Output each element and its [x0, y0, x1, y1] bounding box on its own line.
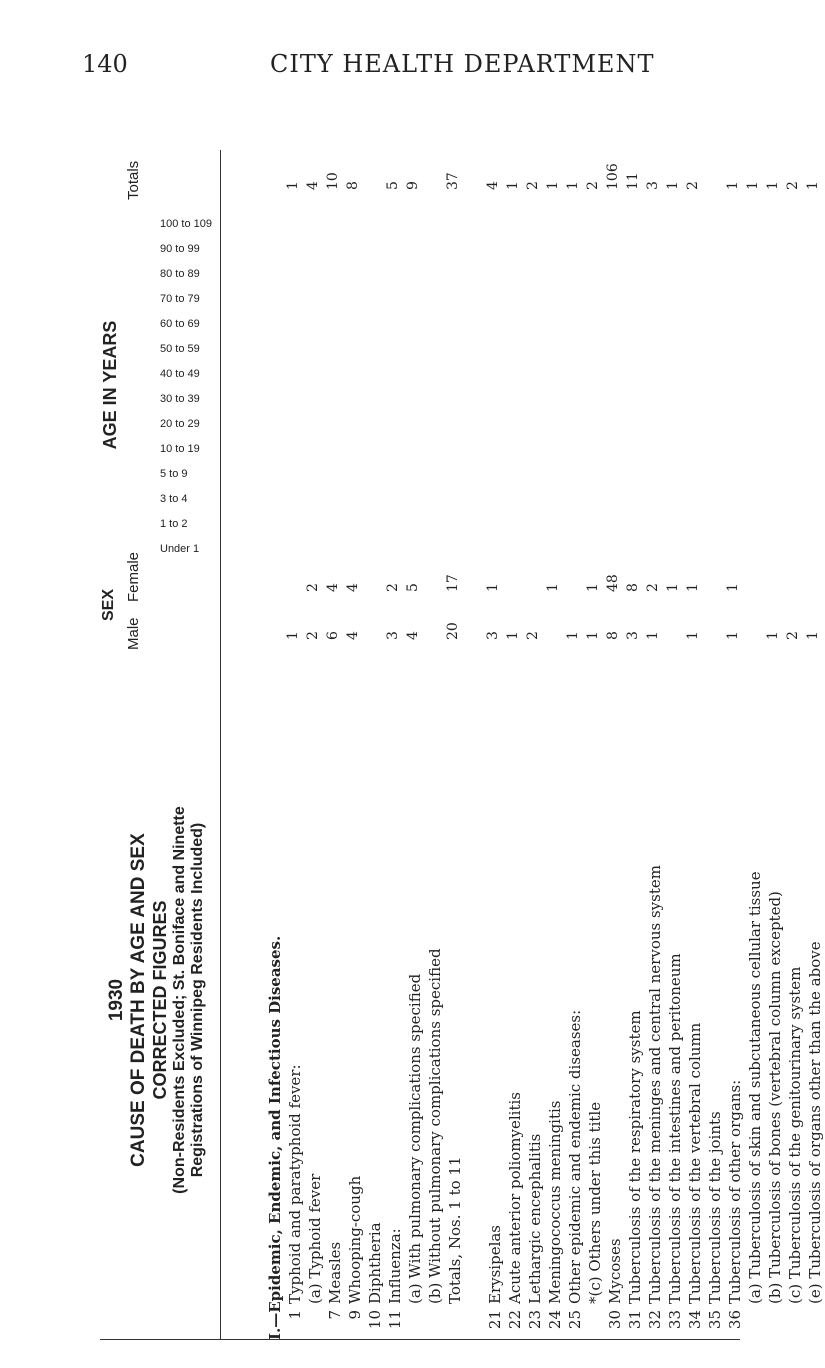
row-number: 1: [286, 1310, 304, 1320]
total-count: 1: [725, 181, 741, 190]
table-title: CAUSE OF DEATH BY AGE AND SEX: [128, 833, 149, 1167]
cause-label: (b) Tuberculosis of bones (vertebral column excepted): [766, 891, 784, 1304]
row-number: 9: [346, 1310, 364, 1320]
table-row: [365, 865, 385, 1340]
male-count: 2: [305, 631, 321, 640]
row-number: 36: [726, 1310, 744, 1330]
row-number: 25: [566, 1310, 584, 1330]
cause-label: Acute anterior poliomyelitis: [506, 1092, 524, 1304]
table-row: [685, 865, 705, 1340]
cause-label: Lethargic encephalitis: [526, 1133, 544, 1304]
table-row: [405, 865, 425, 1340]
female-count: 48: [605, 574, 621, 592]
male-count: 1: [765, 631, 781, 640]
row-number: 34: [686, 1310, 704, 1330]
table-row: [785, 865, 805, 1340]
table-row: [625, 865, 645, 1340]
female-count: 4: [325, 583, 341, 592]
cause-label: Typhoid and paratyphoid fever:: [286, 1064, 304, 1304]
female-count: 8: [625, 583, 641, 592]
row-number: 35: [706, 1310, 724, 1330]
female-count: 2: [385, 583, 401, 592]
female-count: 5: [405, 583, 421, 592]
total-count: 106: [605, 163, 621, 190]
cause-list: [265, 865, 825, 1340]
male-count: 3: [625, 631, 641, 640]
table-subtitle: CORRECTED FIGURES: [150, 900, 170, 1100]
table-row: [725, 865, 745, 1340]
table-row: [305, 865, 325, 1340]
row-number: 23: [526, 1310, 544, 1330]
table-row: [745, 865, 765, 1340]
cause-label: (b) Without pulmonary complications specified: [426, 948, 444, 1304]
row-number: 22: [506, 1310, 524, 1330]
female-count: 1: [545, 583, 561, 592]
female-count: 2: [645, 583, 661, 592]
table-row: [345, 865, 365, 1340]
age-group-header: 10 to 19: [160, 443, 200, 455]
total-count: 3: [645, 181, 661, 190]
page-title: CITY HEALTH DEPARTMENT: [270, 50, 655, 78]
female-count: 1: [485, 583, 501, 592]
row-number: 21: [486, 1310, 504, 1330]
female-count: 2: [305, 583, 321, 592]
cause-label: Tuberculosis of the joints: [706, 1111, 724, 1304]
total-count: 2: [525, 181, 541, 190]
table-row: [325, 865, 345, 1340]
cause-label: Erysipelas: [486, 1224, 504, 1304]
cause-label: Other epidemic and endemic diseases:: [566, 1009, 584, 1304]
table-row: [505, 865, 525, 1340]
male-count: 1: [285, 631, 301, 640]
male-count: 1: [685, 631, 701, 640]
total-count: 8: [345, 181, 361, 190]
female-count: 1: [725, 583, 741, 592]
total-count: 2: [685, 181, 701, 190]
total-count: 1: [285, 181, 301, 190]
male-count: 20: [445, 622, 461, 640]
male-count: 1: [805, 631, 821, 640]
total-count: 4: [305, 181, 321, 190]
row-number: 32: [646, 1310, 664, 1330]
total-count: 1: [745, 181, 761, 190]
table-row: [765, 865, 785, 1340]
table-note-2: Registrations of Winnipeg Residents Included): [189, 822, 206, 1178]
cause-label: Tuberculosis of the respiratory system: [626, 1010, 644, 1304]
cause-label: (a) Typhoid fever: [306, 1173, 324, 1304]
age-group-header: 100 to 109: [160, 218, 212, 230]
female-count: 1: [585, 583, 601, 592]
sex-header: SEX: [100, 589, 117, 622]
table-row: [605, 865, 625, 1340]
total-count: 2: [785, 181, 801, 190]
age-group-header: 1 to 2: [160, 518, 188, 530]
totals-header: Totals: [125, 160, 142, 200]
rotated-table: [100, 150, 824, 1340]
age-group-header: 70 to 79: [160, 293, 200, 305]
age-group-header: 30 to 39: [160, 393, 200, 405]
rule: [220, 150, 221, 1340]
cause-label: Tuberculosis of other organs:: [726, 1079, 744, 1304]
cause-label: (a) Tuberculosis of skin and subcutaneous cellular tissue: [746, 871, 764, 1304]
row-number: 31: [626, 1310, 644, 1330]
table-row: [285, 865, 305, 1340]
total-count: 5: [385, 181, 401, 190]
row-number: 11: [386, 1310, 404, 1330]
male-count: 4: [345, 631, 361, 640]
age-group-header: 40 to 49: [160, 368, 200, 380]
cause-label: Mycoses: [606, 1238, 624, 1304]
age-group-header: 60 to 69: [160, 318, 200, 330]
table-row: [705, 865, 725, 1340]
male-header: Male: [125, 617, 142, 650]
table-row: [425, 865, 445, 1340]
total-count: 1: [565, 181, 581, 190]
cause-label: (a) With pulmonary complications specified: [406, 973, 424, 1304]
age-group-header: 3 to 4: [160, 493, 188, 505]
total-count: 11: [625, 172, 641, 190]
male-count: 6: [325, 631, 341, 640]
table-row: [805, 865, 825, 1340]
running-header: [0, 0, 800, 90]
cause-label: Whooping-cough: [346, 1175, 364, 1304]
male-count: 1: [565, 631, 581, 640]
cause-label: Diphtheria: [366, 1222, 384, 1304]
age-group-header: 5 to 9: [160, 468, 188, 480]
female-count: 1: [685, 583, 701, 592]
table-row: [665, 865, 685, 1340]
table-row: [485, 865, 505, 1340]
table-row: [385, 865, 405, 1340]
cause-label: Meningococcus meningitis: [546, 1100, 564, 1304]
table-row: [445, 865, 465, 1340]
total-count: 1: [805, 181, 821, 190]
male-count: 1: [585, 631, 601, 640]
row-number: 30: [606, 1310, 624, 1330]
cause-label: *(c) Others under this title: [586, 1101, 604, 1304]
age-group-header: Under 1: [160, 543, 200, 555]
total-count: 9: [405, 181, 421, 190]
cause-label: Measles: [326, 1241, 344, 1304]
total-count: 4: [485, 181, 501, 190]
table-caption: [100, 680, 207, 1320]
cause-label: Totals, Nos. 1 to 11: [446, 1156, 464, 1304]
male-count: 2: [785, 631, 801, 640]
table-row: [545, 865, 565, 1340]
row-number: 24: [546, 1310, 564, 1330]
total-count: 2: [585, 181, 601, 190]
age-group-header: 20 to 29: [160, 418, 200, 430]
table-row: [525, 865, 545, 1340]
age-group-header: 50 to 59: [160, 343, 200, 355]
male-count: 1: [725, 631, 741, 640]
cause-label: Tuberculosis of the vertebral column: [686, 1022, 704, 1304]
male-count: 3: [485, 631, 501, 640]
cause-label: (e) Tuberculosis of organs other than the above: [806, 941, 824, 1304]
section-heading: I.—Epidemic, Endemic, and Infectious Diseases.: [266, 935, 284, 1340]
male-count: 4: [405, 631, 421, 640]
male-count: 1: [645, 631, 661, 640]
table-note-1: (Non-Residents Excluded; St. Boniface and Ninette: [171, 806, 188, 1194]
female-count: 17: [445, 574, 461, 592]
male-count: 8: [605, 631, 621, 640]
total-count: 1: [545, 181, 561, 190]
male-count: 3: [385, 631, 401, 640]
total-count: 37: [445, 172, 461, 190]
age-group-header: 90 to 99: [160, 243, 200, 255]
age-header: AGE IN YEARS: [100, 320, 120, 450]
female-header: Female: [125, 551, 142, 602]
female-count: 4: [345, 583, 361, 592]
male-count: 1: [505, 631, 521, 640]
total-count: 1: [505, 181, 521, 190]
total-count: 1: [765, 181, 781, 190]
cause-label: Tuberculosis of the intestines and peritoneum: [666, 953, 684, 1304]
page-number: 140: [82, 50, 128, 78]
table-row: [645, 865, 665, 1340]
female-count: 1: [665, 583, 681, 592]
cause-label: (c) Tuberculosis of the genitourinary system: [786, 966, 804, 1304]
total-count: 10: [325, 172, 341, 190]
age-group-header: 80 to 89: [160, 268, 200, 280]
table-row: [565, 865, 585, 1340]
total-count: 1: [665, 181, 681, 190]
table-year: 1930: [106, 978, 127, 1022]
male-count: 2: [525, 631, 541, 640]
table-row: [585, 865, 605, 1340]
cause-label: Influenza:: [386, 1228, 404, 1304]
row-number: 33: [666, 1310, 684, 1330]
row-number: 10: [366, 1310, 384, 1330]
row-number: 7: [326, 1310, 344, 1320]
table-row: [465, 865, 485, 1340]
cause-label: Tuberculosis of the meninges and central nervous system: [646, 865, 664, 1304]
